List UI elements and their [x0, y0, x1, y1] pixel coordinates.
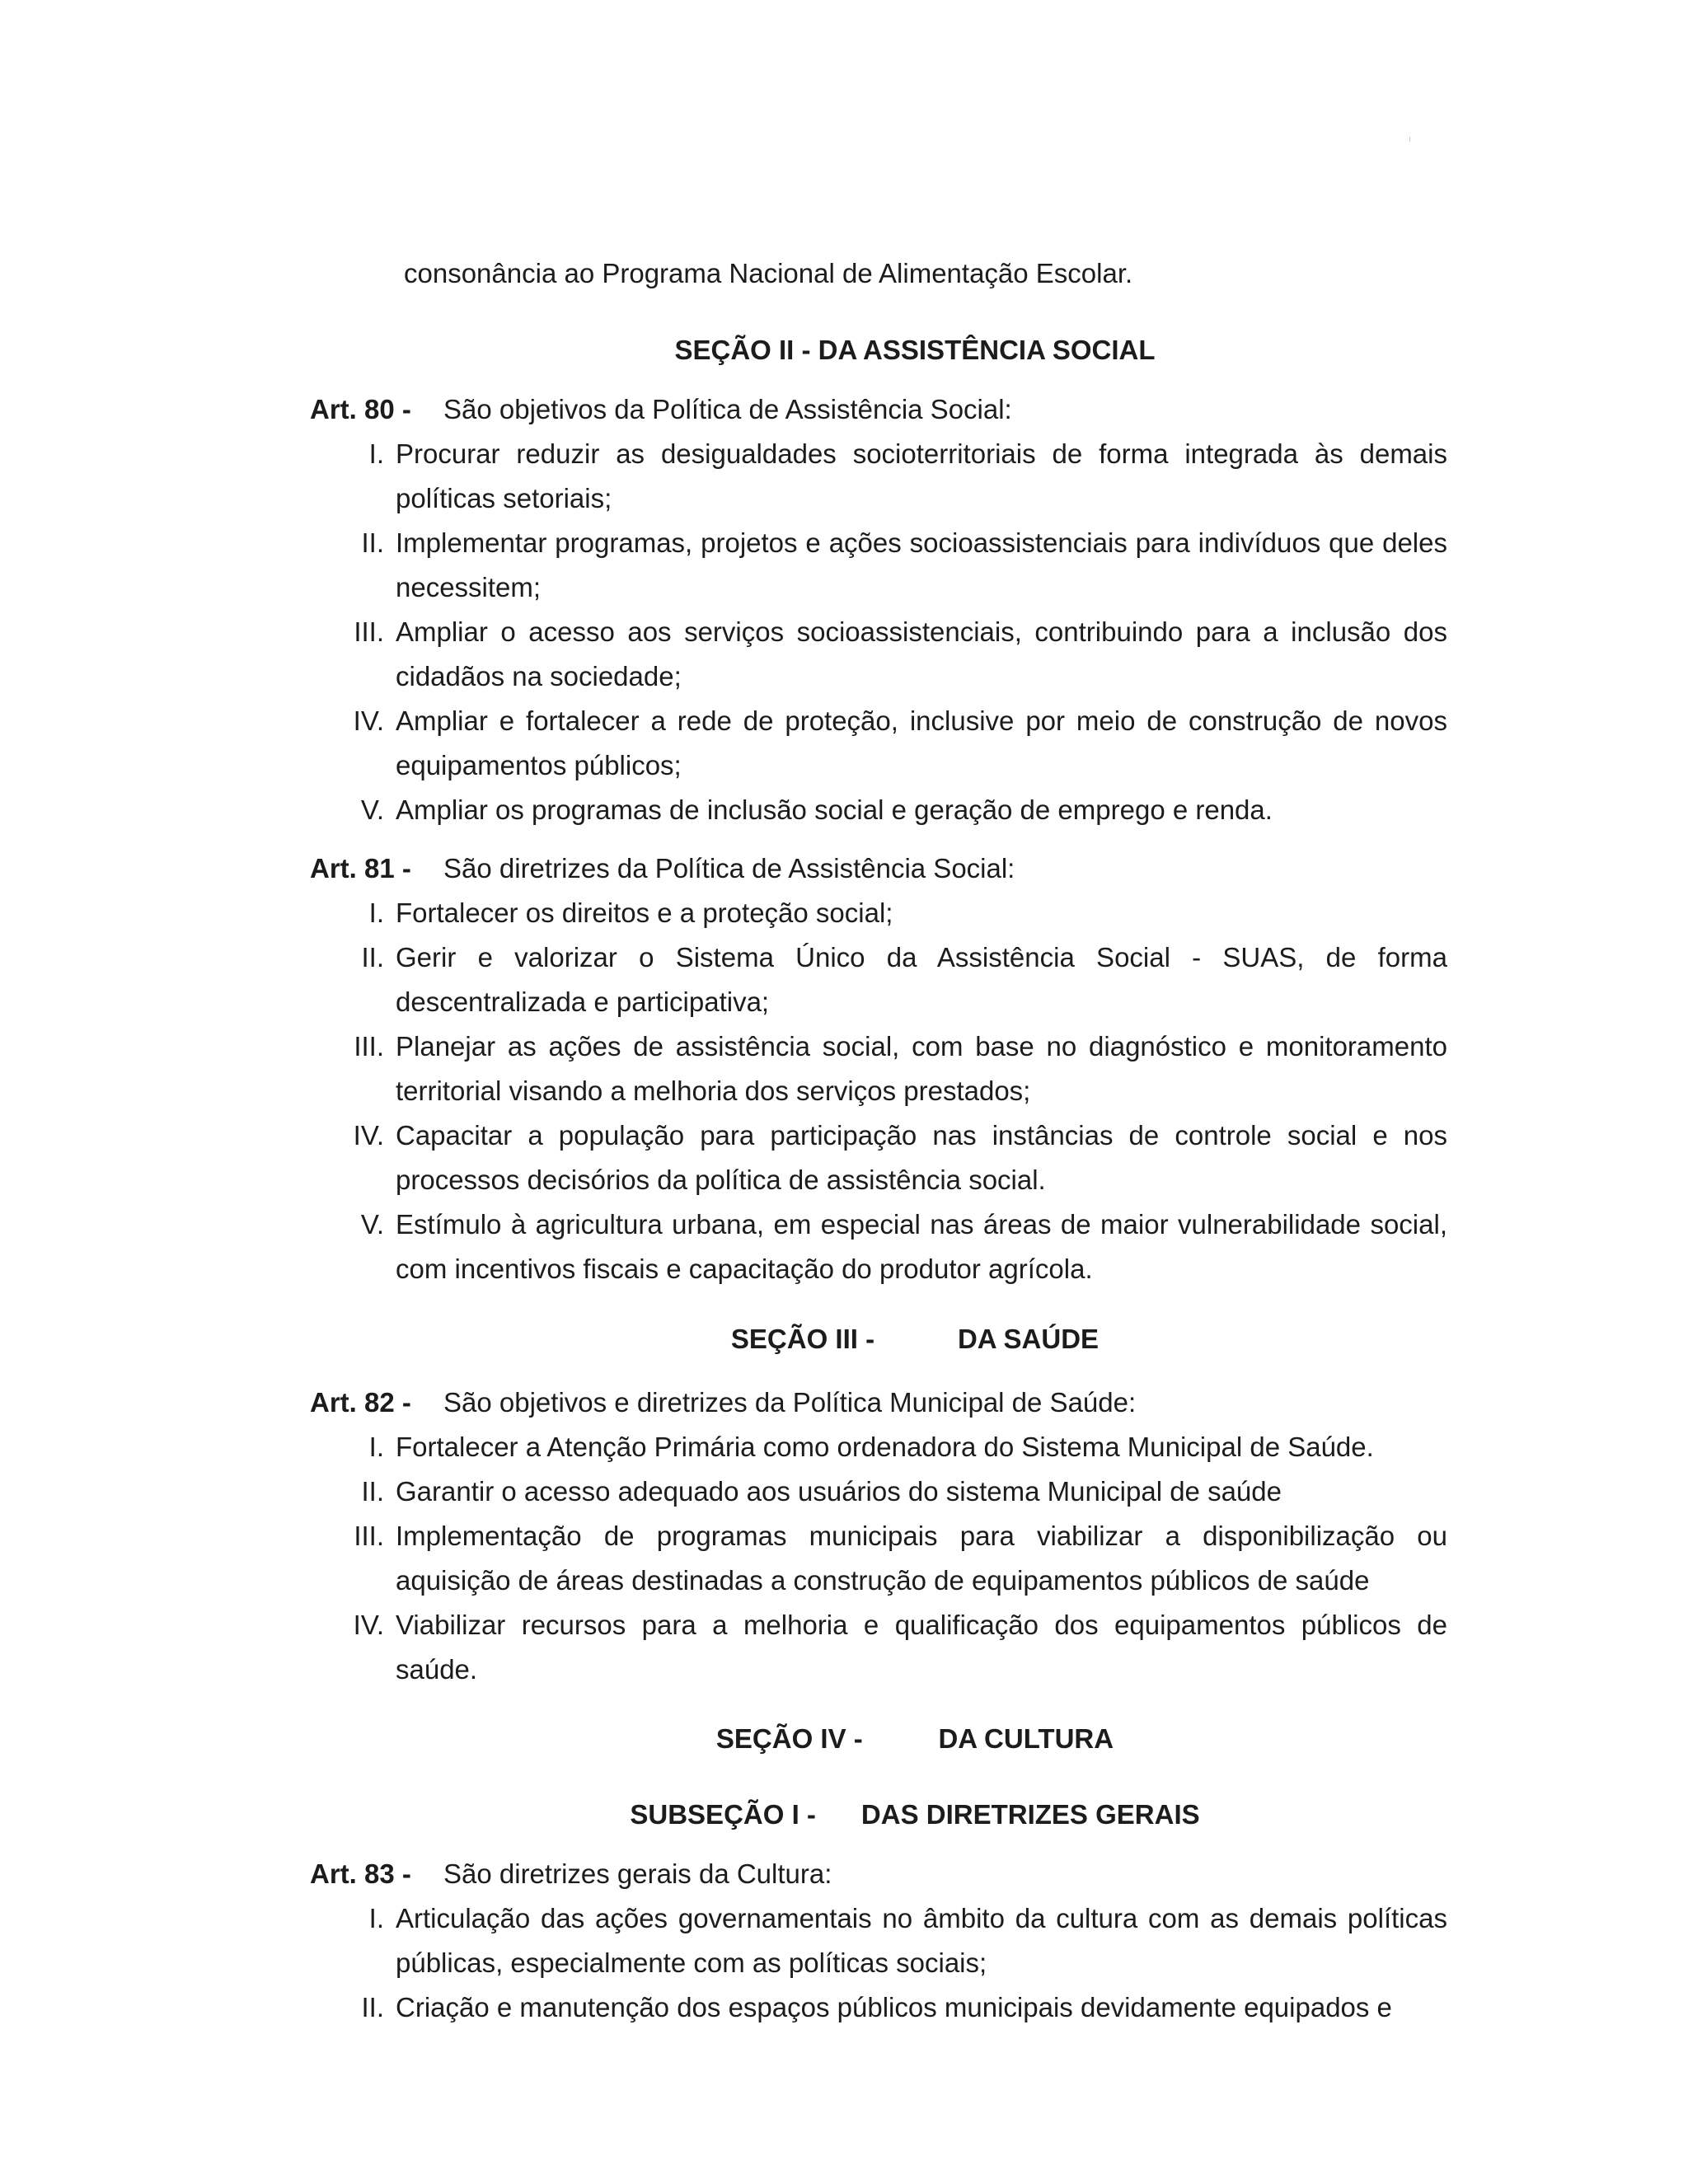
- item-number: I.: [368, 1432, 384, 1462]
- article-items: [310, 432, 1447, 832]
- article-items: [310, 1425, 1447, 1692]
- item-number: II.: [361, 527, 384, 558]
- item-text: Garantir o acesso adequado aos usuários do sistema Municipal de saúde: [396, 1476, 1282, 1507]
- item-number: I.: [368, 1903, 384, 1933]
- article-title: São objetivos e diretrizes da Política Municipal de Saúde:: [443, 1387, 1137, 1418]
- item-text: Ampliar e fortalecer a rede de proteção, inclusive por meio de construção de novos equipamentos públicos;: [396, 705, 1447, 780]
- item-number: II.: [361, 1992, 384, 2022]
- item-text: Ampliar os programas de inclusão social e geração de emprego e renda.: [396, 794, 1273, 825]
- list-item: [310, 1603, 1447, 1692]
- list-item: [310, 1985, 1447, 2030]
- item-text: Fortalecer a Atenção Primária como ordenadora do Sistema Municipal de Saúde.: [396, 1432, 1374, 1462]
- subsection-heading-diretrizes-gerais: SUBSEÇÃO I - DAS DIRETRIZES GERAIS: [630, 1799, 1200, 1830]
- article-81: [310, 846, 1447, 1291]
- article-80: [310, 387, 1447, 832]
- list-item: [310, 610, 1447, 699]
- list-item: [310, 1024, 1447, 1113]
- list-item: [310, 521, 1447, 610]
- list-item: [310, 1896, 1447, 1985]
- article-label: Art. 82 -: [310, 1387, 411, 1418]
- article-label: Art. 83 -: [310, 1858, 411, 1889]
- item-text: Gerir e valorizar o Sistema Único da Assistência Social - SUAS, de forma descentralizada e participativa;: [396, 942, 1447, 1017]
- item-number: III.: [354, 1521, 384, 1551]
- list-item: [310, 935, 1447, 1024]
- list-item: [310, 788, 1447, 832]
- intro-paragraph: consonância ao Programa Nacional de Alimentação Escolar.: [404, 258, 1133, 288]
- article-label: Art. 80 -: [310, 394, 411, 424]
- article-title: São diretrizes gerais da Cultura:: [443, 1858, 832, 1889]
- item-text: Criação e manutenção dos espaços públicos municipais devidamente equipados e: [396, 1992, 1392, 2022]
- list-item: [310, 432, 1447, 521]
- list-item: [310, 1469, 1447, 1514]
- article-82: [310, 1380, 1447, 1692]
- item-text: Viabilizar recursos para a melhoria e qualificação dos equipamentos públicos de saúde.: [396, 1610, 1447, 1685]
- item-text: Implementação de programas municipais para viabilizar a disponibilização ou aquisição de áreas destinadas a construção de equipamentos públicos de saúde: [396, 1521, 1447, 1596]
- item-text: Articulação das ações governamentais no âmbito da cultura com as demais políticas públicas, especialmente com as políticas sociais;: [396, 1903, 1447, 1978]
- item-number: II.: [361, 942, 384, 972]
- item-number: V.: [360, 1209, 384, 1240]
- item-number: I.: [368, 438, 384, 469]
- item-number: IV.: [353, 1120, 384, 1151]
- item-number: V.: [360, 794, 384, 825]
- article-items: [310, 1896, 1447, 2030]
- item-number: IV.: [353, 1610, 384, 1640]
- scan-mark: [1409, 137, 1410, 142]
- item-text: Estímulo à agricultura urbana, em especial nas áreas de maior vulnerabilidade social, com incentivos fiscais e capacitação do produtor agrícola.: [396, 1209, 1447, 1284]
- article-title: São objetivos da Política de Assistência Social:: [443, 394, 1012, 424]
- article-title: São diretrizes da Política de Assistência Social:: [443, 853, 1015, 883]
- item-number: I.: [368, 898, 384, 928]
- list-item: [310, 891, 1447, 935]
- list-item: [310, 1425, 1447, 1469]
- list-item: [310, 1202, 1447, 1291]
- item-text: Fortalecer os direitos e a proteção social;: [396, 898, 893, 928]
- item-number: II.: [361, 1476, 384, 1507]
- item-text: Planejar as ações de assistência social, com base no diagnóstico e monitoramento territorial visando a melhoria dos serviços prestados;: [396, 1031, 1447, 1106]
- item-text: Procurar reduzir as desigualdades socioterritoriais de forma integrada às demais políticas setoriais;: [396, 438, 1447, 513]
- item-text: Capacitar a população para participação nas instâncias de controle social e nos processos decisórios da política de assistência social.: [396, 1120, 1447, 1195]
- section-heading-cultura: SEÇÃO IV - DA CULTURA: [715, 1723, 1114, 1754]
- article-label: Art. 81 -: [310, 853, 411, 883]
- list-item: [310, 699, 1447, 788]
- article-83: [310, 1852, 1447, 2030]
- list-item: [310, 1113, 1447, 1202]
- item-number: III.: [354, 616, 384, 647]
- item-text: Implementar programas, projetos e ações socioassistenciais para indivíduos que deles necessitem;: [396, 527, 1447, 602]
- item-text: Ampliar o acesso aos serviços socioassistenciais, contribuindo para a inclusão dos cidadãos na sociedade;: [396, 616, 1447, 691]
- list-item: [310, 1514, 1447, 1603]
- article-items: [310, 891, 1447, 1291]
- item-number: IV.: [353, 705, 384, 736]
- section-heading-saude: SEÇÃO III - DA SAÚDE: [730, 1324, 1100, 1354]
- item-number: III.: [354, 1031, 384, 1062]
- section-heading-assistencia-social: SEÇÃO II - DA ASSISTÊNCIA SOCIAL: [674, 335, 1156, 365]
